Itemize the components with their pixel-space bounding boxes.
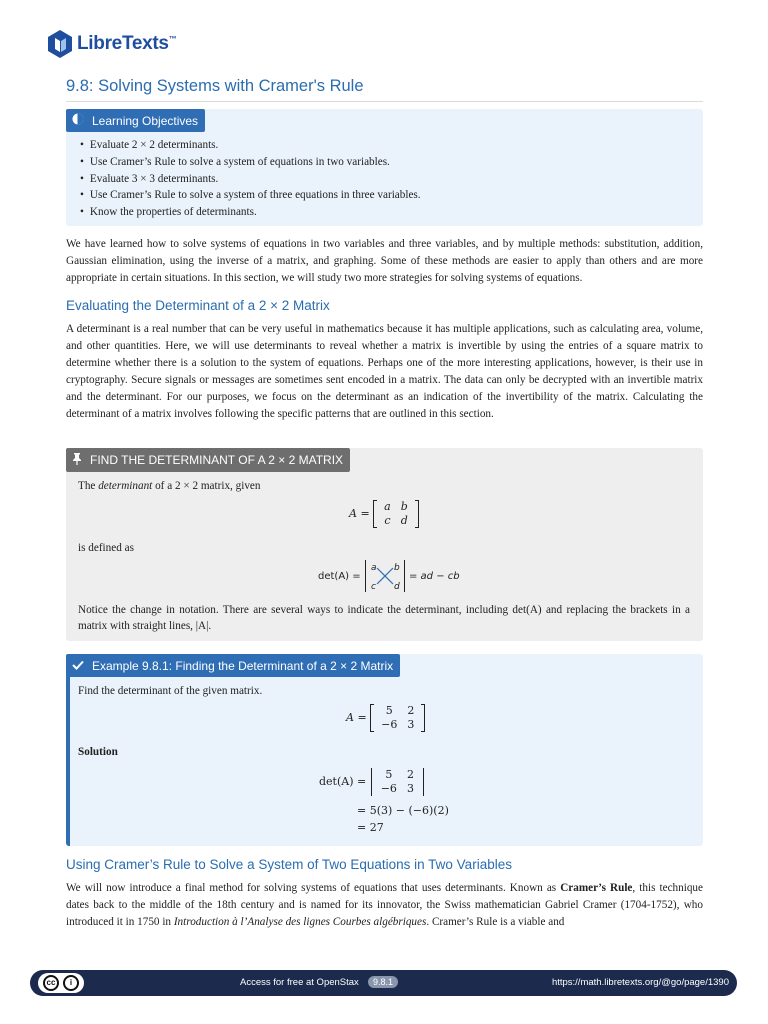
- learning-objectives-box: [66, 109, 703, 226]
- matrix-a-definition: A = a b c d: [349, 500, 419, 528]
- svg-text:b: b: [393, 563, 400, 573]
- learning-objectives-list: [80, 137, 421, 221]
- example-determinant: det(A) = 5 2 −6 3: [319, 768, 425, 796]
- footer-bar: [30, 970, 737, 996]
- list-item: • Evaluate 3 × 3 determinants.: [80, 171, 421, 188]
- determinant-values: 5 2 −6 3: [370, 768, 425, 796]
- matrix-abcd: a b c d: [373, 500, 419, 528]
- list-item: • Evaluate 2 × 2 determinants.: [80, 137, 421, 154]
- rule-box-title: FIND THE DETERMINANT OF A 2 × 2 MATRIX: [90, 453, 344, 467]
- example-matrix: A = 5 2 −6 3: [346, 704, 425, 732]
- example-header: [66, 654, 400, 677]
- section-heading-determinant: Evaluating the Determinant of a 2 × 2 Matrix: [66, 298, 330, 313]
- list-item: • Use Cramer’s Rule to solve a system of three equations in three variables.: [80, 187, 421, 204]
- intro-paragraph: We have learned how to solve systems of equations in two variables and three variables, and by multiple methods: substitution, addition, Gaussian elimination, using the inverse of a matrix, and graphing. Some of these methods are easier to apply than others and are more appropriate in certain situations. In this section, we will study two more strategies for solving systems of equations.: [66, 238, 703, 284]
- svg-text:d: d: [393, 582, 400, 592]
- notation-note: Notice the change in notation. There are several ways to indicate the determinant, including det(A) and replacing the brackets in a matrix with straight lines, |A|.: [78, 604, 690, 632]
- matrix-values: 5 2 −6 3: [370, 704, 425, 732]
- learning-objectives-header: [66, 109, 205, 132]
- rule-box-header: [66, 448, 350, 472]
- example-title: Example 9.8.1: Finding the Determinant of a 2 × 2 Matrix: [92, 658, 394, 673]
- defined-as-text: is defined as: [78, 542, 134, 554]
- determinant-formula: det(A) = a b c d = ad − cb: [318, 560, 460, 592]
- cross-product-diagram: [364, 560, 406, 592]
- page-url-link[interactable]: https://math.libretexts.org/@go/page/1390: [551, 977, 729, 988]
- section-heading-cramers-rule: Using Cramer’s Rule to Solve a System of Two Equations in Two Variables: [66, 857, 512, 872]
- access-text[interactable]: Access for free at OpenStax: [240, 977, 359, 988]
- page-title: 9.8: Solving Systems with Cramer's Rule: [66, 77, 703, 102]
- example-step-1: = 5(3) − (−6)(2): [357, 804, 449, 817]
- cross-arrows: [368, 560, 402, 592]
- rule-intro-text: The determinant of a 2 × 2 matrix, given: [78, 480, 261, 492]
- page-number-badge: 9.8.1: [368, 976, 398, 988]
- libretexts-logo[interactable]: [46, 28, 176, 60]
- logo-text: LibreTexts™: [77, 33, 177, 54]
- list-item: • Use Cramer’s Rule to solve a system of equations in two variables.: [80, 154, 421, 171]
- svg-text:a: a: [370, 563, 377, 573]
- cramers-rule-paragraph: We will now introduce a final method for solving systems of equations that uses determinants. Known as Cramer’s Rule, this technique dates back to the middle of the 18th century and is named for its innovator, the Swiss mathematician Gabriel Cramer (1704-1752), who introduced it in 1750 in Introduction à l’Analyse des lignes Courbes algébriques. Cramer’s Rule is a viable and: [66, 882, 703, 928]
- checkmark-icon: [72, 659, 84, 673]
- example-step-2: = 27: [357, 821, 384, 834]
- svg-text:c: c: [370, 582, 376, 592]
- solution-label: Solution: [78, 746, 118, 758]
- pushpin-icon: [72, 453, 82, 468]
- rule-box: [66, 448, 703, 641]
- example-prompt: Find the determinant of the given matrix.: [78, 685, 263, 697]
- half-circle-icon: [72, 113, 84, 128]
- learning-objectives-title: Learning Objectives: [92, 113, 199, 128]
- license-badge[interactable]: [38, 973, 84, 993]
- libretexts-logo-icon: [46, 28, 74, 60]
- list-item: • Know the properties of determinants.: [80, 204, 421, 221]
- cc-icon: cc: [43, 975, 59, 991]
- example-box: [66, 654, 703, 846]
- attribution-icon: i: [63, 975, 79, 991]
- determinant-paragraph: A determinant is a real number that can be very useful in mathematics because it has multiple applications, such as calculating area, volume, and other quantities. Here, we will use determinants to reveal whether a matrix is invertible by using the entries of a square matrix to determine whether there is a solution to the system of equations. Perhaps one of the more interesting applications, however, is their use in cryptography. Secure signals or messages are sometimes sent encoded in a matrix. The data can only be decrypted with an invertible matrix and the determinant. For our purposes, we focus on the determinant as an indication of the invertibility of the matrix. Calculating the determinant of a matrix involves following the specific patterns that are outlined in this section.: [66, 323, 703, 420]
